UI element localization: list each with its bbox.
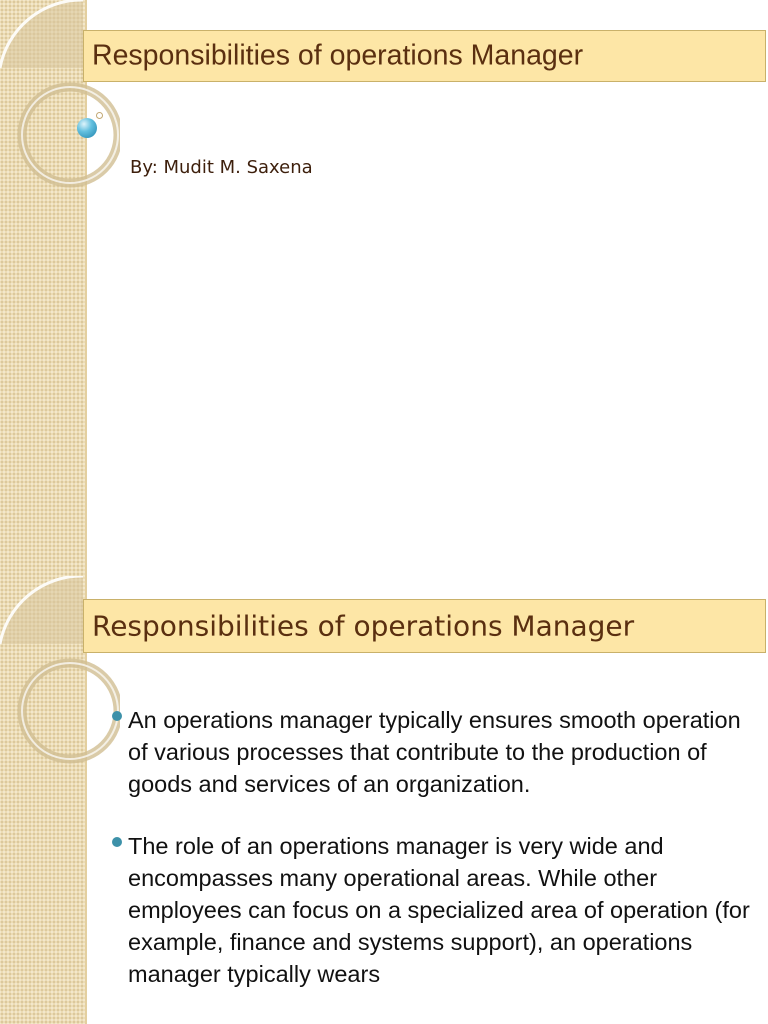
bullet-dot-icon (112, 837, 122, 847)
bullet-text: The role of an operations manager is very wide and encompasses many operational areas. While other employees can focus on a specialized area of operation (for example, finance and systems support), an operations manager typically wears (128, 833, 750, 987)
small-dot-icon (96, 112, 103, 119)
bullet-item (112, 830, 752, 990)
title-bar (83, 599, 766, 653)
bullet-list (112, 704, 752, 1020)
bullet-dot-icon (112, 711, 122, 721)
author-subtitle: By: Mudit M. Saxena (130, 157, 313, 178)
bullet-text: An operations manager typically ensures smooth operation of various processes that contribute to the production of goods and services of an organization. (128, 707, 741, 797)
title-bar (83, 30, 766, 82)
bullet-item (112, 704, 752, 800)
slide-title: Responsibilities of operations Manager (92, 609, 635, 643)
bead-icon (77, 118, 97, 138)
slide-title: Responsibilities of operations Manager (92, 39, 584, 72)
content-slide (0, 576, 768, 1024)
